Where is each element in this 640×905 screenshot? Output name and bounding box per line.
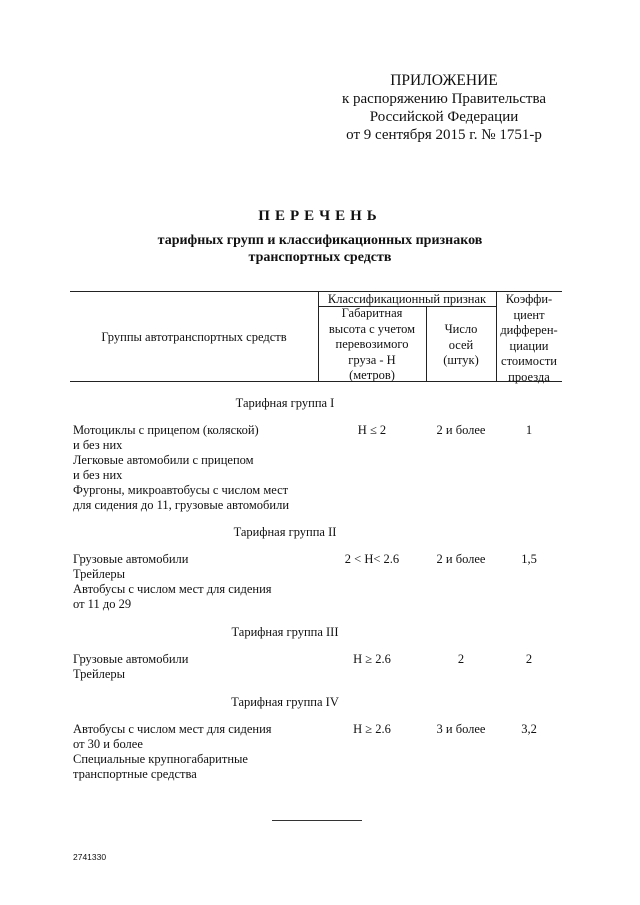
group-3-coefficient: 2 [525, 652, 533, 666]
header-bottom-rule [70, 381, 562, 382]
group-1-description: Мотоциклы с прицепом (коляской) и без них Легковые автомобили с прицепом и без них Фургоны, микроавтобусы с числом мест для сидения до 11, грузовые автомобили [73, 423, 290, 512]
group-3-height: H ≥ 2.6 [353, 652, 391, 666]
appendix-government: Российской Федерации [369, 109, 519, 125]
group-1-axles: 2 и более [436, 423, 486, 437]
end-of-document-line [272, 820, 362, 821]
group-2-coefficient: 1,5 [521, 552, 537, 566]
group-4-height: H ≥ 2.6 [353, 722, 391, 736]
header-height: Габаритная высота с учетом перевозимого груза - Н (метров) [328, 306, 416, 382]
group-4-description: Автобусы с числом мест для сидения от 30 и более Специальные крупногабаритные транспортные средства [73, 722, 272, 781]
appendix-order-line: к распоряжению Правительства [341, 91, 546, 107]
group-1-coefficient: 1 [525, 423, 533, 437]
document-title: ПЕРЕЧЕНЬ [258, 208, 382, 224]
header-classification: Классификационный признак [327, 292, 487, 306]
group-4-axles: 3 и более [436, 722, 486, 736]
header-axles: Число осей (штук) [443, 322, 479, 367]
group-2-height: 2 < H< 2.6 [344, 552, 400, 566]
appendix-label: ПРИЛОЖЕНИЕ [390, 72, 498, 89]
group-3-description: Грузовые автомобили Трейлеры [73, 652, 189, 681]
group-3-title: Тарифная группа III [231, 625, 339, 639]
group-2-title: Тарифная группа II [233, 525, 337, 539]
group-3-axles: 2 [457, 652, 465, 666]
header-coefficient: Коэффи- циент дифферен- циации стоимости проезда [500, 292, 558, 384]
group-2-axles: 2 и более [436, 552, 486, 566]
document-subtitle [0, 232, 640, 266]
group-4-coefficient: 3,2 [521, 722, 537, 736]
group-1-title: Тарифная группа I [235, 396, 335, 410]
subtitle-line-2: транспортных средств [248, 250, 392, 265]
appendix-date-number: от 9 сентября 2015 г. № 1751-р [346, 127, 542, 143]
subtitle-line-1: тарифных групп и классификационных признаков [157, 233, 483, 248]
appendix-block [320, 72, 568, 144]
group-2-description: Грузовые автомобили Трейлеры Автобусы с числом мест для сидения от 11 до 29 [73, 552, 272, 611]
header-groups: Группы автотранспортных средств [101, 330, 287, 344]
group-4-title: Тарифная группа IV [231, 695, 339, 709]
document-number: 2741330 [73, 852, 107, 862]
group-1-height: H ≤ 2 [357, 423, 387, 437]
